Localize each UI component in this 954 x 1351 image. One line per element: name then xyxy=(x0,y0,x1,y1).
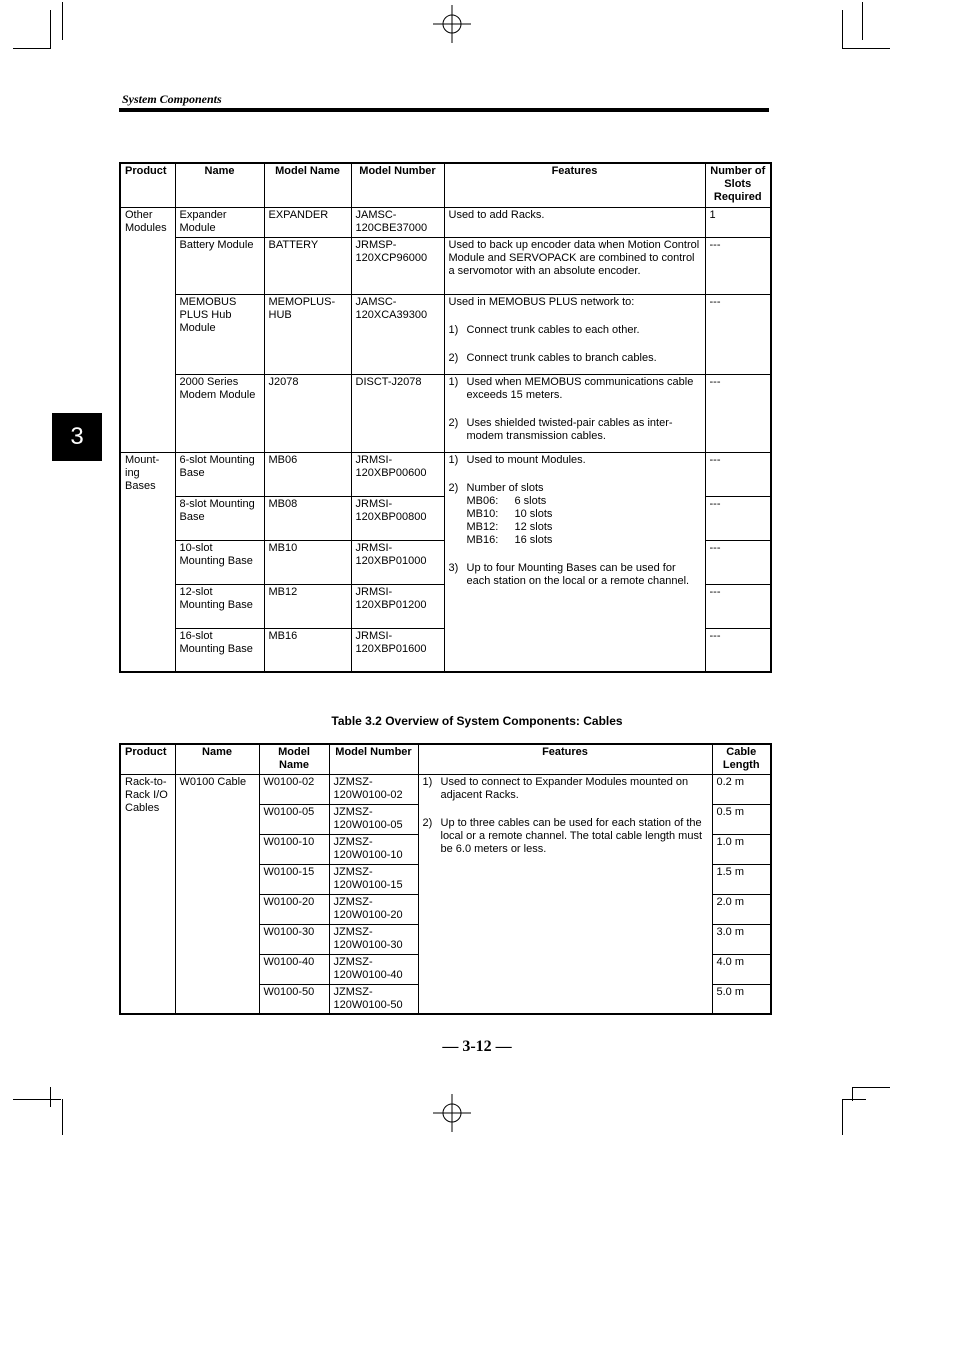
model-name-cell: W0100-40 xyxy=(259,954,329,984)
features-cell xyxy=(444,452,705,672)
slot-list-item: MB16: 16 slots xyxy=(466,533,553,546)
table-header-row xyxy=(120,744,771,774)
slots-cell: --- xyxy=(705,452,771,496)
cable-length-cell: 2.0 m xyxy=(712,894,771,924)
slot-list-item: MB06: 6 slots xyxy=(466,494,547,507)
crop-mark xyxy=(852,1087,890,1088)
model-number-cell: JZMSZ-120W0100-15 xyxy=(329,864,418,894)
model-name-cell: MEMOPLUS-HUB xyxy=(264,294,351,374)
crop-mark xyxy=(842,10,843,48)
name-cell: 2000 Series Modem Module xyxy=(175,374,264,452)
table-header-row xyxy=(120,163,771,207)
model-name-cell: W0100-10 xyxy=(259,834,329,864)
model-name-cell: MB16 xyxy=(264,628,351,672)
table-row xyxy=(120,207,771,237)
slot-list-item: MB10: 10 slots xyxy=(466,507,553,520)
crop-mark xyxy=(62,2,63,40)
crop-mark xyxy=(862,2,863,40)
cable-length-cell: 5.0 m xyxy=(712,984,771,1014)
model-number-cell: DISCT-J2078 xyxy=(351,374,444,452)
col-header-model-name: Model Name xyxy=(259,744,329,774)
components-table xyxy=(119,162,772,673)
crop-mark xyxy=(13,1099,61,1100)
table-row xyxy=(120,452,771,496)
name-cell: Battery Module xyxy=(175,237,264,294)
crop-mark xyxy=(50,10,51,48)
features-cell xyxy=(418,774,712,1014)
crop-mark xyxy=(13,48,51,49)
features-cell: Used to add Racks. xyxy=(444,207,705,237)
col-header-model-name: Model Name xyxy=(264,163,351,207)
cable-length-cell: 4.0 m xyxy=(712,954,771,984)
crop-mark xyxy=(62,1099,63,1135)
model-number-cell: JRMSP-120XCP96000 xyxy=(351,237,444,294)
model-name-cell: W0100-02 xyxy=(259,774,329,804)
model-number-cell: JAMSC-120XCA39300 xyxy=(351,294,444,374)
slots-cell: --- xyxy=(705,584,771,628)
feature-text: Connect trunk cables to branch cables. xyxy=(466,351,657,364)
table-row xyxy=(120,294,771,374)
cable-length-cell: 1.5 m xyxy=(712,864,771,894)
features-cell: Used to back up encoder data when Motion Control Module and SERVOPACK are combined to control a servomotor with an absolute encoder. xyxy=(444,237,705,294)
table-row xyxy=(120,374,771,452)
model-name-cell: MB08 xyxy=(264,496,351,540)
slot-list-item: MB12: 12 slots xyxy=(466,520,553,533)
cable-length-cell: 0.2 m xyxy=(712,774,771,804)
model-name-cell: W0100-05 xyxy=(259,804,329,834)
model-number-cell: JZMSZ-120W0100-10 xyxy=(329,834,418,864)
model-name-cell: W0100-50 xyxy=(259,984,329,1014)
running-header: System Components xyxy=(122,92,222,106)
table-row xyxy=(120,237,771,294)
feature-item: 1) Connect trunk cables to each other. xyxy=(448,323,640,336)
slots-cell: --- xyxy=(705,294,771,374)
slots-cell: --- xyxy=(705,628,771,672)
model-number-cell: JZMSZ-120W0100-20 xyxy=(329,894,418,924)
name-cell: 10-slot Mounting Base xyxy=(175,540,264,584)
slot-list xyxy=(449,495,701,547)
feature-item: 1) Used to mount Modules. xyxy=(448,453,586,466)
feature-text: Number of slots xyxy=(466,481,544,494)
cable-length-cell: 1.0 m xyxy=(712,834,771,864)
feature-item: 3) Up to four Mounting Bases can be used for each station on the local or a remote channel. xyxy=(449,562,701,588)
name-cell: 6-slot Mounting Base xyxy=(175,452,264,496)
col-header-model-number: Model Number xyxy=(351,163,444,207)
cable-length-cell: 0.5 m xyxy=(712,804,771,834)
table-caption: Table 3.2 Overview of System Components: Cables xyxy=(331,714,623,728)
table-row xyxy=(120,774,771,804)
model-number-cell: JZMSZ-120W0100-40 xyxy=(329,954,418,984)
feature-item: 1) Used when MEMOBUS communications cable exceeds 15 meters. xyxy=(449,376,701,402)
model-number-cell: JAMSC-120CBE37000 xyxy=(351,207,444,237)
feature-text: Uses shielded twisted-pair cables as inter-modem transmission cables. xyxy=(466,416,673,442)
model-name-cell: W0100-30 xyxy=(259,924,329,954)
model-number-cell: JZMSZ-120W0100-50 xyxy=(329,984,418,1014)
features-cell xyxy=(444,374,705,452)
page-number: — 3-12 — xyxy=(442,1038,512,1055)
model-name-cell: MB06 xyxy=(264,452,351,496)
name-cell: MEMOBUS PLUS Hub Module xyxy=(175,294,264,374)
col-header-features: Features xyxy=(418,744,712,774)
feature-item: 2) Connect trunk cables to branch cables. xyxy=(448,351,657,364)
col-header-slots: Number of Slots Required xyxy=(705,163,771,207)
feature-text: Up to four Mounting Bases can be used for each station on the local or a remote channel. xyxy=(466,561,690,587)
name-cell: 16-slot Mounting Base xyxy=(175,628,264,672)
crop-mark xyxy=(842,1099,843,1135)
model-name-cell: MB12 xyxy=(264,584,351,628)
model-name-cell: EXPANDER xyxy=(264,207,351,237)
name-cell: 8-slot Mounting Base xyxy=(175,496,264,540)
model-number-cell: JZMSZ-120W0100-05 xyxy=(329,804,418,834)
crop-mark xyxy=(842,48,890,49)
slots-cell: --- xyxy=(705,540,771,584)
model-number-cell: JRMSI-120XBP00600 xyxy=(351,452,444,496)
feature-text: Used to connect to Expander Modules mounted on adjacent Racks. xyxy=(440,775,689,801)
model-name-cell: MB10 xyxy=(264,540,351,584)
col-header-product: Product xyxy=(120,744,175,774)
header-rule xyxy=(119,108,769,112)
model-number-cell: JRMSI-120XBP01200 xyxy=(351,584,444,628)
name-cell: 12-slot Mounting Base xyxy=(175,584,264,628)
name-cell: Expander Module xyxy=(175,207,264,237)
crop-mark xyxy=(50,1087,51,1107)
model-name-cell: BATTERY xyxy=(264,237,351,294)
features-cell xyxy=(444,294,705,374)
model-number-cell: JRMSI-120XBP01600 xyxy=(351,628,444,672)
slots-cell: --- xyxy=(705,496,771,540)
product-cell: Other Modules xyxy=(120,207,175,452)
cable-length-cell: 3.0 m xyxy=(712,924,771,954)
col-header-name: Name xyxy=(175,163,264,207)
cables-table xyxy=(119,743,772,1015)
product-cell: Mount-ing Bases xyxy=(120,452,175,672)
crop-mark xyxy=(842,1099,866,1100)
model-number-cell: JRMSI-120XBP01000 xyxy=(351,540,444,584)
registration-mark-icon xyxy=(433,1094,471,1132)
feature-text: Up to three cables can be used for each station of the local or a remote channel. The total cable length must be 6.0 meters or less. xyxy=(440,816,703,855)
model-number-cell: JZMSZ-120W0100-30 xyxy=(329,924,418,954)
slots-cell: --- xyxy=(705,374,771,452)
product-cell: Rack-to-Rack I/O Cables xyxy=(120,774,175,1014)
model-name-cell: W0100-20 xyxy=(259,894,329,924)
model-number-cell: JZMSZ-120W0100-02 xyxy=(329,774,418,804)
feature-item: 2) Number of slots xyxy=(448,481,544,494)
col-header-product: Product xyxy=(120,163,175,207)
registration-mark-icon xyxy=(433,5,471,43)
col-header-name: Name xyxy=(175,744,259,774)
feature-text: Connect trunk cables to each other. xyxy=(466,323,640,336)
feature-text: Used to mount Modules. xyxy=(466,453,586,466)
feature-item: 2) Uses shielded twisted-pair cables as inter-modem transmission cables. xyxy=(449,417,701,443)
feature-text: Used when MEMOBUS communications cable exceeds 15 meters. xyxy=(466,375,694,401)
features-intro: Used in MEMOBUS PLUS network to: xyxy=(448,295,635,308)
slots-cell: 1 xyxy=(705,207,771,237)
model-name-cell: W0100-15 xyxy=(259,864,329,894)
feature-item: 1) Used to connect to Expander Modules mounted on adjacent Racks. xyxy=(423,776,708,802)
col-header-model-number: Model Number xyxy=(329,744,418,774)
feature-item: 2) Up to three cables can be used for each station of the local or a remote channel. The total cable length must be 6.0 meters or less. xyxy=(423,817,708,856)
col-header-features: Features xyxy=(444,163,705,207)
model-number-cell: JRMSI-120XBP00800 xyxy=(351,496,444,540)
name-cell: W0100 Cable xyxy=(175,774,259,1014)
chapter-tab: 3 xyxy=(52,413,102,461)
slots-cell: --- xyxy=(705,237,771,294)
col-header-cable-length: Cable Length xyxy=(712,744,771,774)
model-name-cell: J2078 xyxy=(264,374,351,452)
